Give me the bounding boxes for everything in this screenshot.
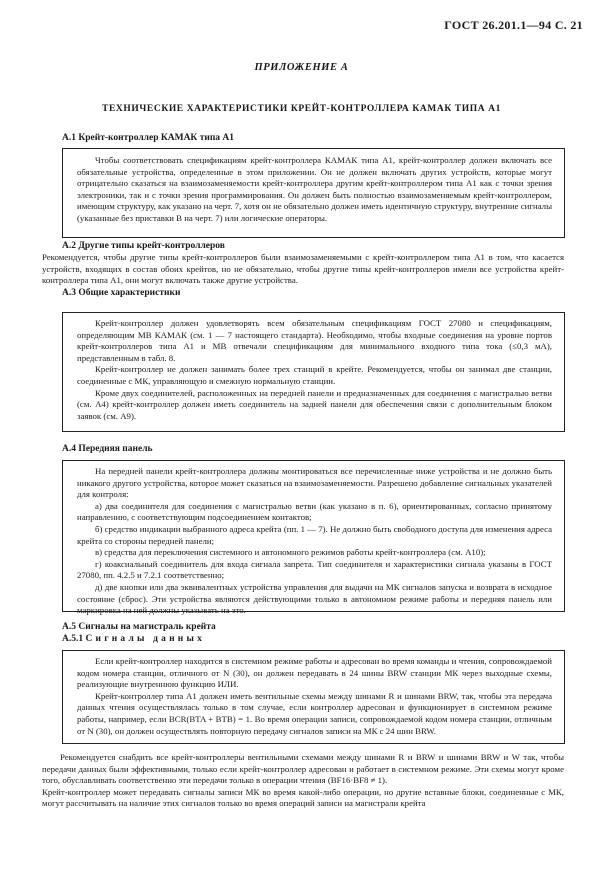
page-header: ГОСТ 26.201.1—94 С. 21 <box>444 18 583 32</box>
section-a51-paragraph: Крейт-контроллер типа А1 должен иметь вентильные схемы между шинами R и шинами BRW, так, чтобы эта передача данных чтения осуществлялась только в том случае, если контроллер адресован и функционирует в системном режиме работы, например, если BCR(BTA + BTB) = 1. Во время операции записи, сопровождаемой кодом номера станции, отличным от N (30), он должен осуществлять повторную передачу сигналов записи на МК с 24 шин BRW. <box>77 690 552 736</box>
section-a3-heading: А.3 Общие характеристики <box>62 288 181 298</box>
section-a51-number: А.5.1 <box>62 634 84 644</box>
section-a5-paragraph: Крейт-контроллер может передавать сигналы записи МК во время какой-либо операции, но другие вставные блоки, соединенные с МК, могут рассчитывать на наличие этих сигналов только во время операций записи на магистрали крейта <box>42 786 564 809</box>
section-a4-heading: А.4 Передняя панель <box>62 444 153 454</box>
section-a3-paragraph: Крейт-контроллер должен удовлетворять всем обязательным спецификациям ГОСТ 27080 и спецификациям, определяющим МВ КАМАК (см. 1 — 7 настоящего стандарта). Необходимо, чтобы входные соединения на уровне портов крейт-контроллеров типа А1 и МВ отвечали спецификациям для минимального входного типа тока (≤0,3 мА), представленным в табл. 8. <box>77 318 552 363</box>
appendix-label: ПРИЛОЖЕНИЕ А <box>254 62 349 73</box>
section-a2-text: Рекомендуется, чтобы другие типы крейт-контроллеров были взаимозаменяемыми с крейт-контроллером типа А1 в том, что касается устройств, входящих в состав обоих крейтов, но не обязательно, чтобы другие типы крейт-контроллеров имели все устройства крейт-контроллера типа А1, они могут включать также другие устройства. <box>42 252 564 286</box>
section-a51-title: Сигналы данных <box>85 634 206 644</box>
main-title: ТЕХНИЧЕСКИЕ ХАРАКТЕРИСТИКИ КРЕЙТ-КОНТРОЛЛЕРА КАМАК ТИПА А1 <box>102 104 501 114</box>
section-a4-item: д) две кнопки или два эквивалентных устройства управления для выдачи на МК сигналов запуска и возврата в исходное состояние (сброс). Эти устройства являются действующими только в автономном режиме работы и передняя панель или маркировка на ней должны указывать на это. <box>77 581 552 616</box>
section-a1-box <box>62 148 565 238</box>
section-a4-item: в) средства для переключения системного и автономного режимов работы крейт-контроллера (см. А10); <box>95 547 486 558</box>
section-a4-box <box>62 460 565 616</box>
section-a4-item: а) два соединителя для соединения с магистралью ветви (как указано в п. 6), ориентированных, согласно принятому направлению, с соответствующим подсоединением контактов; <box>77 500 552 523</box>
section-a4-item: г) коаксиальный соединитель для входа сигнала запрета. Тип соединителя и характеристики сигнала указаны в ГОСТ 27080, пп. 4.2.5 и 7.2.1 соответственно; <box>77 558 552 581</box>
section-a3-paragraph: Крейт-контроллер не должен занимать более трех станций в крейте. Рекомендуется, чтобы он занимал две станции, соединенные с МК, управляющую и смежную нормальную станции. <box>77 364 552 386</box>
section-a5-body <box>42 752 564 810</box>
section-a1-heading: А.1 Крейт-контроллер КАМАК типа А1 <box>62 133 235 143</box>
section-a5-heading: А.5 Сигналы на магистраль крейта <box>62 622 216 632</box>
section-a51-paragraph: Если крейт-контроллер находится в системном режиме работы и адресован во время команды и чтения, сопровождаемой кодом номера станции, отличного от N (30), он должен передавать в 24 шины BRW станции МК через выходные схемы, реализующие внутреннюю функцию ИЛИ. <box>77 656 552 690</box>
section-a4-intro: На передней панели крейт-контроллера должны монтироваться все перечисленные ниже устройства и не должно быть никакого другого устройства, которое может сказаться на взаимозаменяемости. Разрешено добавление сигнальных указателей для контроля: <box>77 466 552 500</box>
section-a3-box <box>62 312 565 432</box>
section-a5-paragraph: Рекомендуется снабдить все крейт-контроллеры вентильными схемами между шинами R и BRW и шинами BRW и W так, чтобы передачи данных были эффективными, только если крейт-контроллер адресован и работает в системном режиме. Эти схемы могут кроме того, обуславливать соответственно эти передачи только в операции чтения (BF16·BF8 ≠ 1). <box>42 752 564 786</box>
section-a1-text: Чтобы соответствовать спецификациям крейт-контроллера КАМАК типа А1, крейт-контроллер должен включать все обязательные устройства, определенные в этом приложении. Он не должен включать других устройств, которые могут отрицательно сказаться на взаимозаменяемости крейт-контроллера другим крейт-контроллером типа А1 как с точки зрения электроники, так и с точки зрения программирования. Он должен быть полностью взаимозаменяемым крейт-контроллером, имеющим структуру, как указано на черт. 7, хотя он не обязательно должен иметь идентичную структуру, внутренние сигналы (указанные без приставки В на черт. 7) или логические операторы. <box>77 155 552 223</box>
section-a51-box <box>62 650 565 744</box>
section-a51-heading <box>62 633 205 645</box>
section-a2-heading: А.2 Другие типы крейт-контроллеров <box>62 241 225 251</box>
section-a2-body <box>42 252 564 287</box>
section-a4-item: б) средство индикации выбранного адреса крейта (пп. 1 — 7). Не должно быть свободного доступа для изменения адреса крейта со стороны передней панели; <box>77 523 552 546</box>
section-a3-paragraph: Кроме двух соединителей, расположенных на передней панели и предназначенных для соединения с магистралью ветви (см. А4) крейт-контроллер должен иметь соединитель на задней панели для обеспечения связи с дополнительным блоком заявок (см. А9). <box>77 387 552 421</box>
